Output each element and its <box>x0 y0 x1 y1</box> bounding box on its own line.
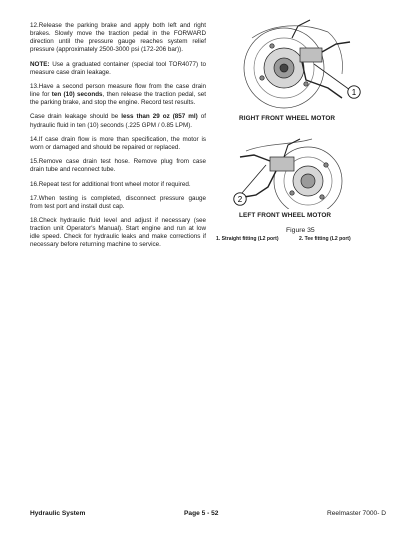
step-18: 18.Check hydraulic fluid level and adjust if necessary (see traction unit Operator's Manual). Start engine and run at low idle speed. Check for hydraulic leaks and make corrections if necessary before returning machine to service. <box>30 217 206 249</box>
legend-item-2: 2. Tee fitting (L2 port) <box>299 236 351 242</box>
procedure-steps <box>30 22 206 256</box>
figure-label: Figure 35 <box>286 227 315 234</box>
callout-1: 1 <box>351 88 357 97</box>
leakage-spec <box>30 113 206 129</box>
step-15: 15.Remove case drain test hose. Remove plug from case drain tube and reconnect tube. <box>30 158 206 174</box>
left-wheel-motor-caption: LEFT FRONT WHEEL MOTOR <box>239 212 332 219</box>
page-footer <box>30 510 386 520</box>
step-13-text-end: , then release the traction pedal, set the parking brake, and stop the engine. Record test results. <box>30 91 206 107</box>
leakage-emphasis: less than 29 oz (857 ml) <box>121 113 198 121</box>
right-wheel-motor-illustration <box>232 18 366 110</box>
note <box>30 61 206 77</box>
note-text: Use a graduated container (special tool TOR4077) to measure case drain leakage. <box>30 60 206 76</box>
footer-section: Hydraulic System <box>30 510 86 517</box>
step-14: 14.If case drain flow is more than specification, the motor is worn or damaged and should be repaired or replaced. <box>30 135 206 151</box>
left-wheel-motor-illustration <box>226 135 360 209</box>
step-13-emphasis: ten (10) seconds <box>51 91 103 99</box>
footer-manual-name: Reelmaster 7000- D <box>326 510 386 517</box>
leakage-text: Case drain leakage should be <box>30 113 122 121</box>
note-label: NOTE: <box>30 60 50 68</box>
legend-item-1: 1. Straight fitting (L2 port) <box>216 236 279 242</box>
step-13 <box>30 83 206 107</box>
footer-page-number: Page 5 - 52 <box>184 510 219 517</box>
right-wheel-motor-drawing <box>232 18 366 110</box>
step-12: 12.Release the parking brake and apply both left and right brakes. Slowly move the traction pedal in the FORWARD direction until the pressure gauge reaches system relief pressure (approximately 2500-3000 psi (172-206 bar)). <box>30 22 206 54</box>
callout-2: 2 <box>237 195 243 204</box>
leakage-text-end: of hydraulic fluid in ten (10) seconds (.225 GPM / 0.85 LPM). <box>30 113 206 129</box>
step-16: 16.Repeat test for additional front wheel motor if required. <box>30 180 191 188</box>
right-wheel-motor-caption: RIGHT FRONT WHEEL MOTOR <box>239 115 336 122</box>
step-13-text: 13.Have a second person measure flow from the case drain line for <box>30 82 206 99</box>
step-17: 17.When testing is completed, disconnect pressure gauge from test port and install dust cap. <box>30 194 206 210</box>
left-wheel-motor-drawing <box>226 135 360 209</box>
